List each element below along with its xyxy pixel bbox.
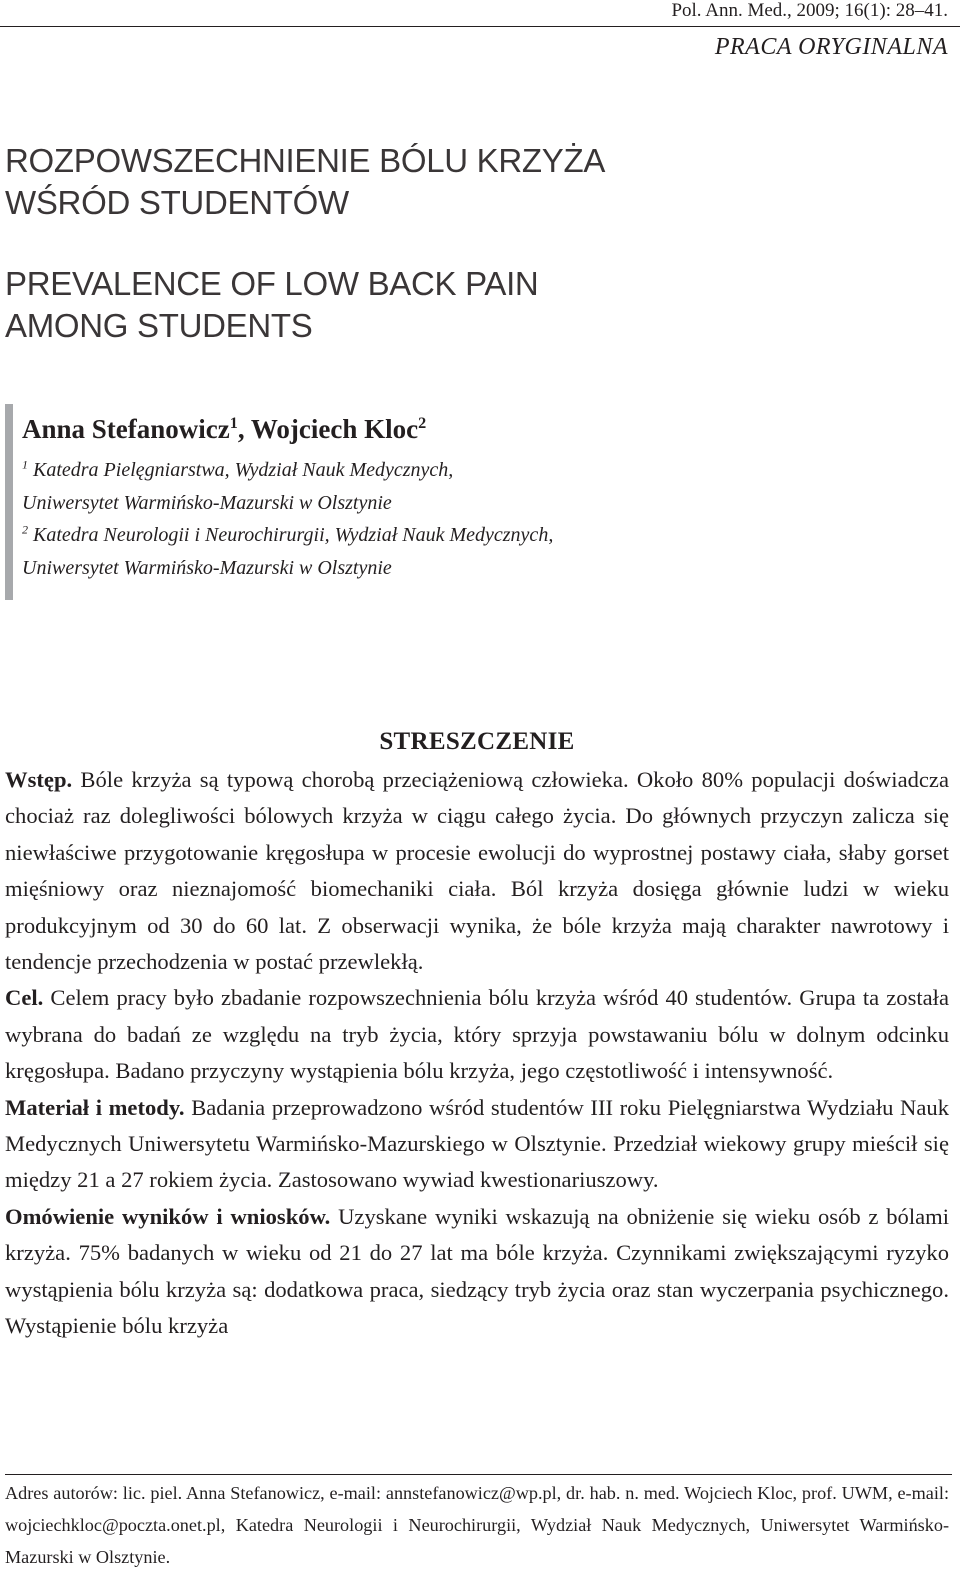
header-rule: [0, 26, 960, 27]
author-list: Anna Stefanowicz$^1$, Wojciech Kloc$^2$: [22, 414, 427, 444]
affiliation-text: Katedra Pielęgniarstwa, Wydział Nauk Medycznych,: [33, 459, 454, 481]
author-name: Wojciech Kloc: [250, 414, 419, 444]
affiliation-1-line-2: Uniwersytet Warmińsko-Mazurski w Olsztynie: [22, 491, 392, 514]
affiliation-text: Katedra Neurologii i Neurochirurgii, Wydział Nauk Medycznych,: [33, 524, 554, 546]
journal-reference: Pol. Ann. Med., 2009; 16(1): 28–41.: [671, 0, 948, 21]
section-text: Celem pracy było zbadanie rozpowszechnienia bólu krzyża wśród 40 studentów. Grupa ta została wybrana do badań ze względu na tryb życia, który sprzyja powstawaniu bólu w dolnym odcinku kręgosłupa. Badano przyczyny wystąpienia bólu krzyża, jego częstotliwość i intensywność.: [5, 985, 949, 1084]
title-english: [5, 263, 905, 347]
section-text: Bóle krzyża są typową chorobą przeciążeniową człowieka. Około 80% populacji doświadcza chociaż raz dolegliwości bólowych krzyża w ciągu całego życia. Do głównych przyczyn zalicza się niewłaściwe przygotowanie kręgosłupa w procesie ewolucji do wyprostnej postawy ciała, słaby gorset mięśniowy oraz nieznajomość biomechaniki ciała. Ból krzyża dosięga głównie ludzi w wieku produkcyjnym od 30 do 60 lat. Z obserwacji wynika, że bóle krzyża mają charakter nawrotowy i tendencje przechodzenia w postać przewlekłą.: [5, 767, 949, 975]
abstract-section-introduction: [5, 762, 949, 980]
author-affiliation-marker: 2: [418, 414, 427, 432]
section-label: Cel.: [5, 985, 44, 1011]
title-polish-line-2: WŚRÓD STUDENTÓW: [5, 184, 349, 221]
affiliation-1-line-1: [22, 454, 905, 487]
author-block: [5, 404, 905, 600]
author-address-footnote: Adres autorów: lic. piel. Anna Stefanowicz, e-mail: annstefanowicz@wp.pl, dr. hab. n. med. Wojciech Kloc, prof. UWM, e-mail: wojciechkloc@poczta.onet.pl, Katedra Neurologii i Neurochirurgii, Wydział Nauk Medycznych, Uniwersytet Warmińsko-Mazurski w Olsztynie.: [5, 1483, 949, 1567]
title-english-line-2: AMONG STUDENTS: [5, 307, 313, 344]
abstract: [5, 724, 949, 1345]
section-label: Wstęp.: [5, 767, 73, 792]
abstract-section-results: [5, 1199, 949, 1345]
title-polish-line-1: ROZPOWSZECHNIENIE BÓLU KRZYŻA: [5, 142, 606, 179]
affiliation-2-line-2: Uniwersytet Warmińsko-Mazurski w Olsztynie: [22, 556, 392, 579]
footnote-rule: [5, 1474, 952, 1475]
affiliation-marker: 1: [22, 457, 28, 472]
title-english-line-1: PREVALENCE OF LOW BACK PAIN: [5, 265, 539, 302]
section-text: Badania przeprowadzono wśród studentów III roku Pielęgniarstwa Wydziału Nauk Medycznych Uniwersytetu Warmińsko-Mazurskiego w Olsztynie. Przedział wiekowy grupy mieścił się między 21 a 27 rokiem życia. Zastosowano wywiad kwestionariuszowy.: [5, 1094, 949, 1193]
abstract-section-methods: [5, 1090, 949, 1199]
section-label: Omówienie wyników i wniosków.: [5, 1203, 331, 1229]
author-name: Anna Stefanowicz: [22, 414, 230, 444]
article-type-label: PRACA ORYGINALNA: [714, 34, 948, 60]
affiliation-marker: 2: [22, 522, 28, 537]
abstract-heading: STRESZCZENIE: [379, 728, 575, 755]
affiliation-2-line-1: [22, 519, 905, 552]
title-polish: [5, 140, 905, 224]
author-affiliation-marker: 1: [229, 414, 238, 432]
section-label: Materiał i metody.: [5, 1094, 185, 1120]
section-text: Uzyskane wyniki wskazują na obniżenie się wieku osób z bólami krzyża. 75% badanych w wieku od 21 do 27 lat ma bóle krzyża. Czynnikami zwiększającymi ryzyko wystąpienia bólu krzyża są: dodatkowa praca, siedzący tryb życia oraz stan wyczerpania psychicznego. Wystąpienie bólu krzyża: [5, 1203, 950, 1339]
abstract-section-aim: [5, 980, 949, 1089]
